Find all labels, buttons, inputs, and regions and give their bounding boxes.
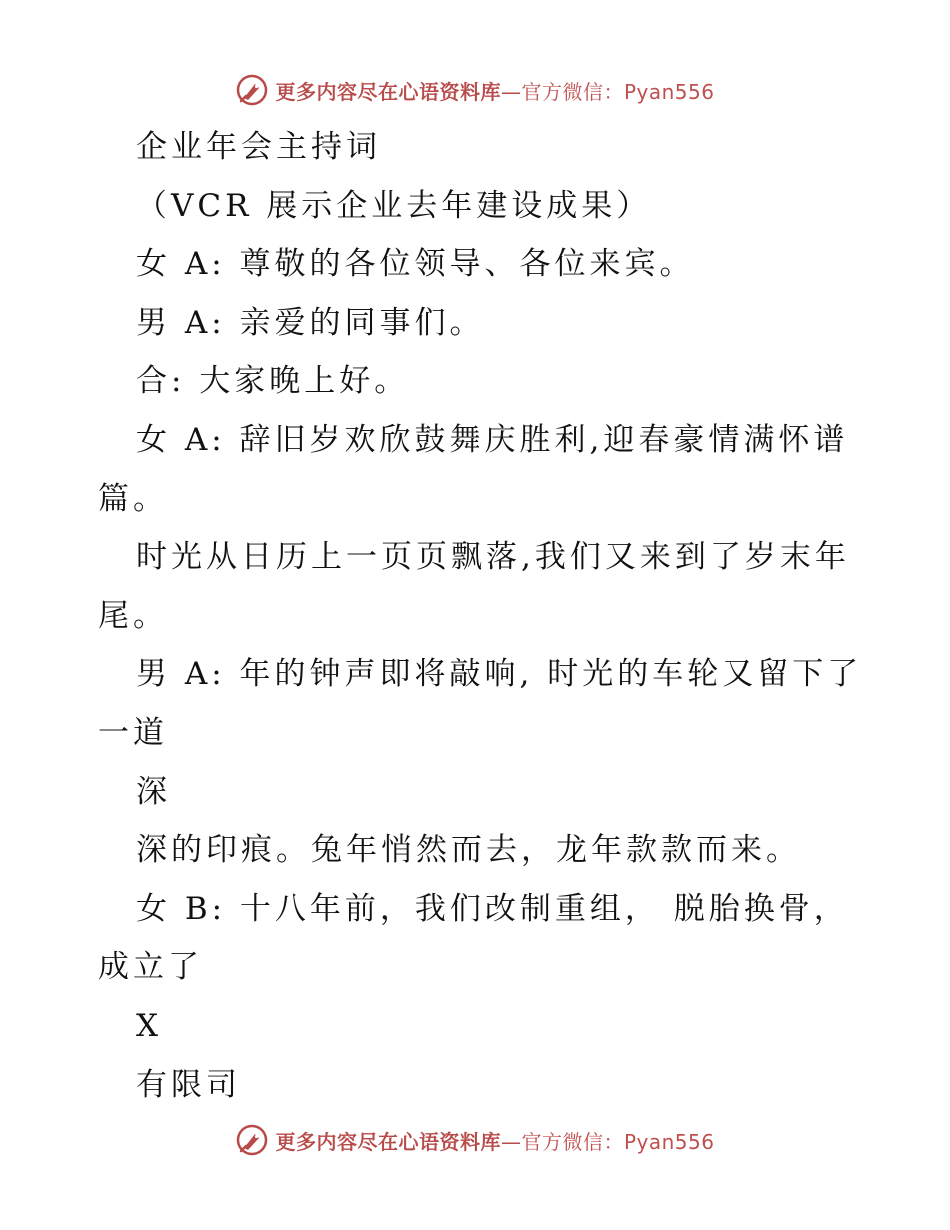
watermark-brand: 更多内容尽在心语资料库 [275, 79, 501, 104]
pen-nib-circle-icon [235, 1123, 269, 1157]
text-line: 合: 大家晚上好。 [136, 363, 410, 400]
header-watermark-inner [235, 73, 714, 107]
footer-watermark-text [275, 1126, 714, 1155]
text-line: 有限司 [136, 1066, 241, 1103]
text-line: （VCR 展示企业去年建设成果） [136, 187, 652, 224]
text-line: 女 A: 辞旧岁欢欣鼓舞庆胜利,迎春豪情满怀谱 [136, 421, 849, 458]
footer-watermark-inner [235, 1123, 714, 1157]
text-line: 男 A: 年的钟声即将敲响, 时光的车轮又留下了 [136, 656, 863, 693]
text-line: X [136, 1007, 163, 1044]
text-line: 成立了 [98, 949, 203, 986]
text-line: 女 A: 尊敬的各位领导、各位来宾。 [136, 246, 695, 283]
watermark-separator: — [500, 79, 522, 104]
text-line: 一道 [98, 714, 168, 751]
text-line: 时光从日历上一页页飘落,我们又来到了岁末年 [136, 539, 850, 576]
text-line: 深 [136, 773, 171, 810]
document-body [98, 118, 863, 1114]
text-line: 企业年会主持词 [136, 129, 381, 165]
text-line: 女 B: 十八年前，我们改制重组， 脱胎换骨， [136, 890, 849, 927]
watermark-contact: 官方微信：Pyan556 [521, 1129, 715, 1154]
footer-watermark [0, 1120, 950, 1160]
text-line: 尾。 [98, 597, 168, 634]
text-line: 深的印痕。兔年悄然而去，龙年款款而来。 [136, 832, 801, 869]
header-watermark [0, 70, 950, 110]
pen-nib-circle-icon [235, 73, 269, 107]
header-watermark-text [275, 76, 714, 105]
watermark-separator: — [500, 1129, 522, 1154]
watermark-brand: 更多内容尽在心语资料库 [275, 1129, 501, 1154]
text-line: 男 A: 亲爱的同事们。 [136, 304, 485, 341]
text-line: 篇。 [98, 480, 168, 517]
watermark-contact: 官方微信：Pyan556 [521, 79, 715, 104]
